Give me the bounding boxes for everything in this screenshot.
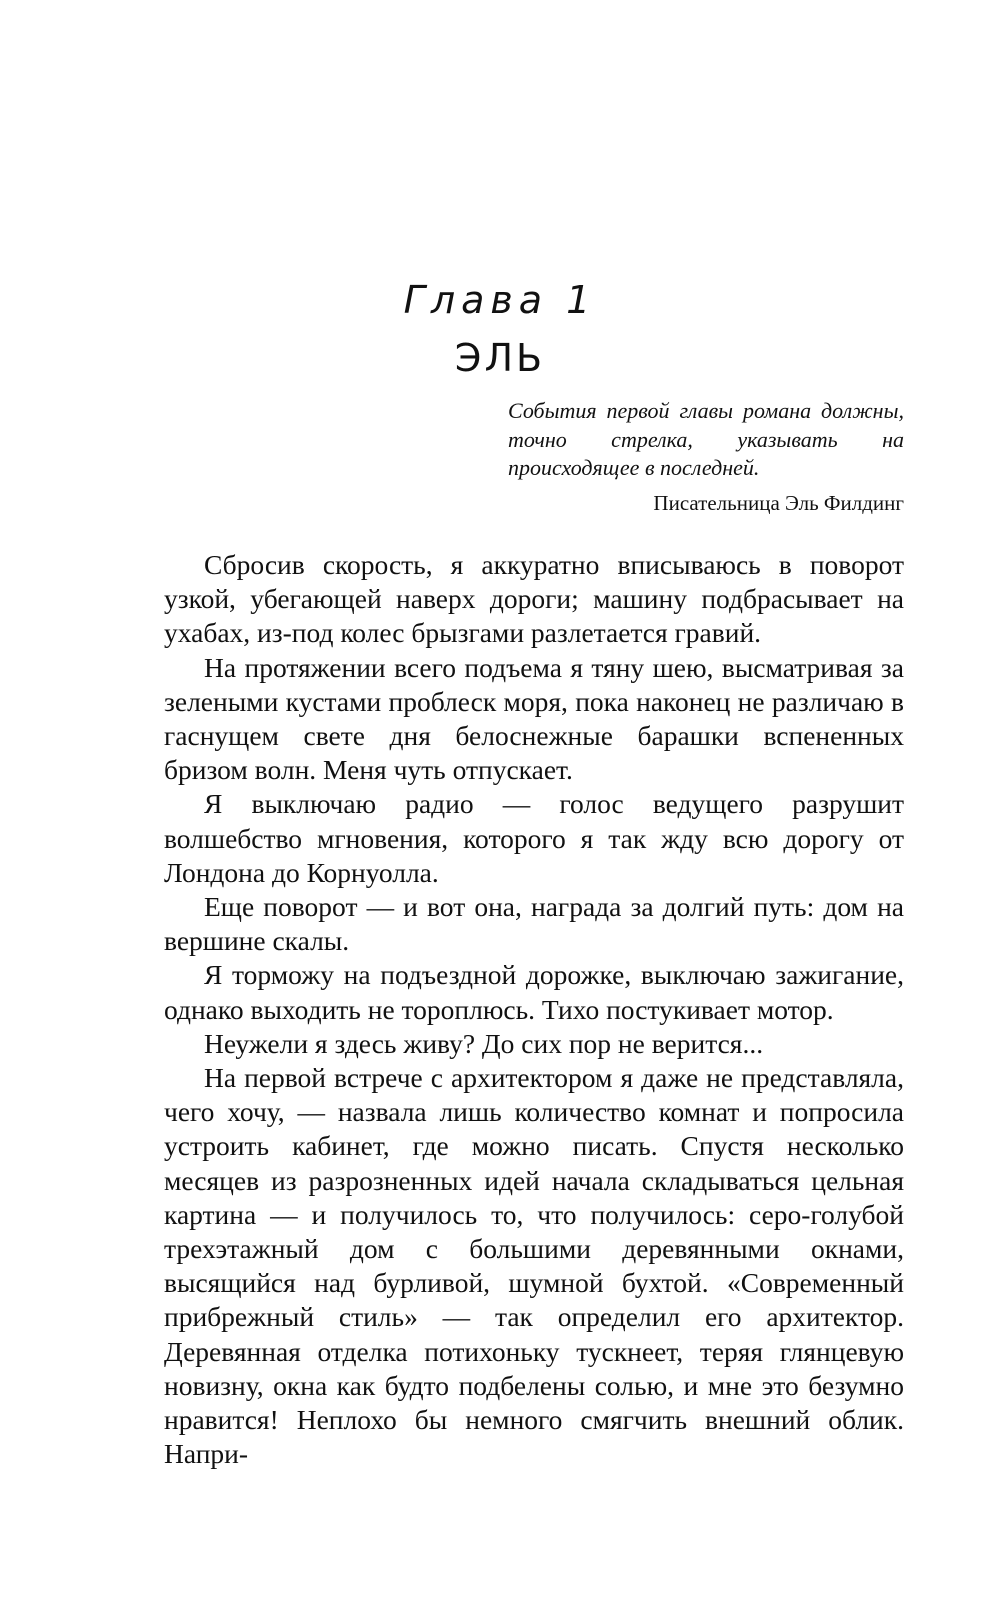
chapter-number: Глава 1 [403,278,597,322]
paragraph: Сбросив скорость, я аккуратно вписываюсь в поворот узкой, убегающей наверх дороги; машину подбрасывает на ухабах, из-под колес брызгами разлетается гравий. [164,549,904,649]
paragraph: Еще поворот — и вот она, награда за долгий путь: дом на вершине скалы. [164,891,904,957]
chapter-title: ЭЛЬ [454,336,546,380]
chapter-body [164,548,904,1471]
epigraph [508,397,904,517]
paragraph: На первой встрече с архитектором я даже не представляла, чего хочу, — назвала лишь количество комнат и попросила устроить кабинет, где можно писать. Спустя несколько месяцев из разрозненных идей начала складываться цельная картина — и получилось то, что получилось: серо-голубой трехэтажный дом с большими деревянными окнами, высящийся над бурливой, шумной бухтой. «Современный прибрежный стиль» — так определил его архитектор. Деревянная отделка потихоньку тускнеет, теряя глянцевую новизну, окна как будто подбелены солью, и мне это безумно нравится! Неплохо бы немного смягчить внешний облик. Напри- [164,1062,904,1470]
epigraph-text: События первой главы романа должны, точно стрелка, указывать на происходящее в последней. [508,398,904,480]
epigraph-author: Писательница Эль Филдинг [653,490,904,515]
paragraph: На протяжении всего подъема я тяну шею, высматривая за зелеными кустами проблеск моря, пока наконец не различаю в гаснущем свете дня белоснежные барашки вспененных бризом волн. Меня чуть отпускает. [164,651,904,786]
paragraph: Я торможу на подъездной дорожке, выключаю зажигание, однако выходить не тороплюсь. Тихо постукивает мотор. [164,959,904,1025]
paragraph: Я выключаю радио — голос ведущего разрушит волшебство мгновения, которого я так жду всю дорогу от Лондона до Корнуолла. [164,788,904,888]
paragraph: Неужели я здесь живу? До сих пор не верится... [204,1027,764,1059]
